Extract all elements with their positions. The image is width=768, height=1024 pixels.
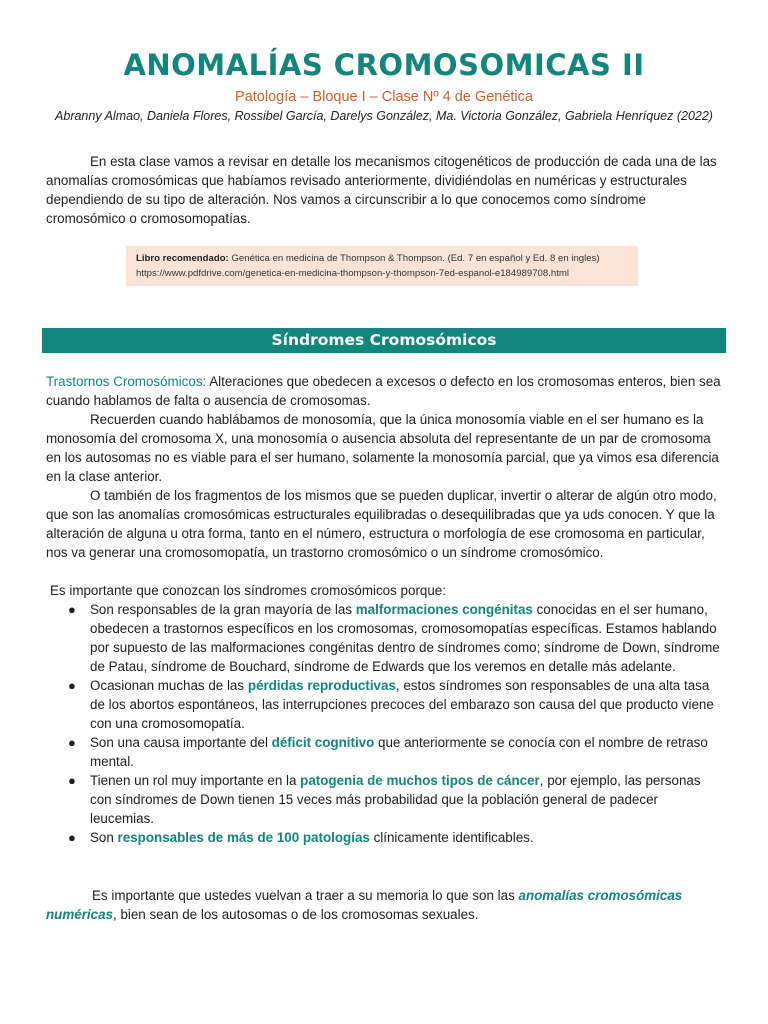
- closing-post: , bien sean de los autosomas o de los cromosomas sexuales.: [113, 907, 479, 922]
- bullet-icon: ●: [68, 602, 76, 617]
- importance-intro: Es importante que conozcan los síndromes cromosómicos porque:: [50, 583, 446, 598]
- list-item-post: conocidas en el ser humano, obedecen a trastornos específicos en los cromosomas, cromosomopatías específicas. Estamos hablando por supuesto de las malformaciones congénitas dentro de síndromes como; síndrome de Down, síndrome de Patau, síndrome de Bouchard, síndrome de Edwards que los veremos en detalle más adelante.: [90, 602, 720, 674]
- closing-pre: Es importante que ustedes vuelvan a traer a su memoria lo que son las: [92, 888, 519, 903]
- monosomia-paragraph: Recuerden cuando hablábamos de monosomía, que la única monosomía viable en el ser humano es la monosomía del cromosoma X, una monosomía o ausencia absoluta del representante de un par de cromosoma en los autosomas no es viable para el ser humano, solamente la monosomía parcial, que ya vimos esa diferencia en la clase anterior.: [46, 412, 719, 484]
- importance-list: [46, 600, 724, 847]
- list-item: [46, 733, 724, 771]
- list-item-pre: Son responsables de la gran mayoría de las: [90, 602, 356, 617]
- list-item-term: déficit cognitivo: [271, 735, 375, 750]
- bullet-icon: ●: [68, 773, 76, 788]
- list-item: [46, 771, 724, 828]
- list-item-pre: Tienen un rol muy importante en la: [90, 773, 301, 788]
- bullet-icon: ●: [68, 735, 76, 750]
- list-item-term: malformaciones congénitas: [355, 602, 533, 617]
- document-subtitle: Patología – Bloque I – Clase Nº 4 de Genética: [235, 89, 533, 105]
- recommended-book-box: [126, 246, 638, 286]
- recommended-label: Libro recomendado:: [136, 253, 229, 264]
- list-item-post: que anteriormente se conocía con el nombre de retraso mental.: [90, 735, 708, 769]
- bullet-icon: ●: [68, 830, 76, 845]
- bullet-icon: ●: [68, 678, 76, 693]
- section-heading: Síndromes Cromosómicos: [42, 328, 726, 353]
- list-item-post: clínicamente identificables.: [369, 830, 534, 845]
- trastornos-definition: Alteraciones que obedecen a excesos o defecto en los cromosomas enteros, bien sea cuando hablamos de falta o ausencia de cromosomas.: [46, 374, 721, 408]
- list-item: [46, 828, 724, 847]
- recommended-book-link[interactable]: https://www.pdfdrive.com/genetica-en-medicina-thompson-y-thompson-7ed-espanol-e184989708.html: [136, 268, 570, 279]
- fragmentos-paragraph: O también de los fragmentos de los mismos que se pueden duplicar, invertir o alterar de algún otro modo, que son las anomalías cromosómicas estructurales equilibradas o desequilibradas que ya uds conocen. Y que la alteración de alguna u otra forma, tanto en el número, estructura o morfología de ese cromosoma en particular, nos va generar una cromosomopatía, un trastorno cromosómico o un síndrome cromosómico.: [46, 488, 717, 560]
- list-item-pre: Son: [90, 830, 118, 845]
- list-item: [46, 676, 724, 733]
- document-title: ANOMALÍAS CROMOSOMICAS II: [123, 48, 645, 82]
- recommended-book-title: Genética en medicina de Thompson & Thompson. (Ed. 7 en español y Ed. 8 en ingles): [228, 253, 600, 264]
- intro-paragraph: En esta clase vamos a revisar en detalle los mecanismos citogenéticos de producción de cada una de las anomalías cromosómicas que habíamos revisado anteriormente, dividiéndolas en numéricas y estructurales dependiendo de su tipo de alteración. Nos vamos a circunscribir a lo que conocemos como síndrome cromosómico o cromosomopatías.: [46, 154, 717, 226]
- list-item: [46, 600, 724, 676]
- trastornos-term: Trastornos Cromosómicos:: [46, 374, 207, 389]
- list-item-term: pérdidas reproductivas: [247, 678, 396, 693]
- list-item-post: , estos síndromes son responsables de una alta tasa de los abortos espontáneos, las interrupciones precoces del embarazo son causa del que producto viene con una cromosomopatía.: [90, 678, 714, 731]
- list-item-term: patogenia de muchos tipos de cáncer: [300, 773, 540, 788]
- list-item-pre: Son una causa importante del: [90, 735, 272, 750]
- list-item-term: responsables de más de 100 patologías: [117, 830, 370, 845]
- closing-paragraph: [46, 886, 722, 924]
- recommended-book-line: [136, 251, 628, 266]
- trastornos-paragraph: [46, 372, 722, 410]
- authors-line: Abranny Almao, Daniela Flores, Rossibel García, Darelys González, Ma. Victoria González, Gabriela Henríquez (2022): [55, 109, 713, 123]
- list-item-pre: Ocasionan muchas de las: [90, 678, 248, 693]
- closing-term: anomalías cromosómicas numéricas: [46, 888, 683, 922]
- list-item-post: , por ejemplo, las personas con síndromes de Down tienen 15 veces más probabilidad que la población general de padecer leucemias.: [90, 773, 701, 826]
